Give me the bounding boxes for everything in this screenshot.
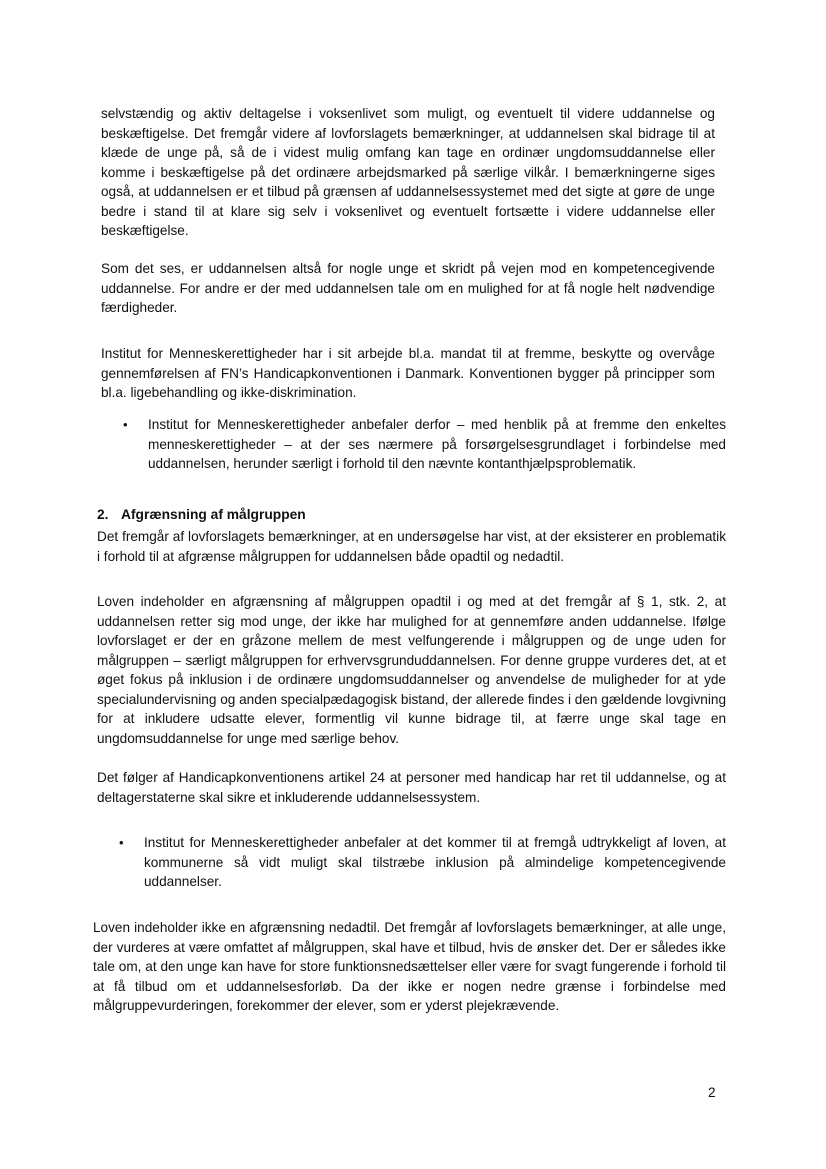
paragraph-institute-mandate: Institut for Menneskerettigheder har i sit arbejde bl.a. mandat til at fremme, beskytte og overvåge gennemførelsen af FN’s Handicapkonventionen i Danmark. Konventionen bygger på principper som bl.a. ligebehandling og ikke-diskrimination. <box>101 346 715 400</box>
section-number: 2. <box>97 507 109 522</box>
bullet-icon: • <box>123 417 128 432</box>
paragraph-article-24: Det følger af Handicapkonventionens artikel 24 at personer med handicap har ret til uddannelse, og at deltagerstaterne skal sikre et inkluderende uddannelsessystem. <box>97 770 726 805</box>
recommendation-bullet-1 <box>123 415 726 475</box>
section-title: Afgrænsning af målgruppen <box>121 507 306 522</box>
bullet-icon: • <box>119 835 124 850</box>
paragraph-lower-limit: Loven indeholder ikke en afgrænsning nedadtil. Det fremgår af lovforslagets bemærkninger, at alle unge, der vurderes at være omfattet af målgruppen, skal have et tilbud, hvis de ønsker det. Der er således ikke tale om, at den unge kan have for store funktionsnedsættelser eller være for svagt fungerende i forhold til at få tilbud om et uddannelsesforløb. Da der ikke er nogen nedre grænse i forbindelse med målgruppevurderingen, forekommer der elever, som er yderst plejekrævende. <box>93 920 726 1013</box>
paragraph-summary: Som det ses, er uddannelsen altså for nogle unge et skridt på vejen mod en kompetencegivende uddannelse. For andre er der med uddannelsen tale om en mulighed for at få nogle helt nødvendige færdigheder. <box>101 261 715 315</box>
page-number: 2 <box>708 1085 716 1100</box>
recommendation-text: Institut for Menneskerettigheder anbefaler at det kommer til at fremgå udtrykkeligt af loven, at kommunerne så vidt muligt skal tilstræbe inklusion på almindelige kompetencegivende uddannelser. <box>144 835 726 889</box>
recommendation-bullet-2 <box>119 833 726 893</box>
section-heading <box>97 505 306 524</box>
paragraph-continuation: selvstændig og aktiv deltagelse i voksenlivet som muligt, og eventuelt til videre uddannelse og beskæftigelse. Det fremgår videre af lovforslagets bemærkninger, at uddannelsen skal bidrage til at klæde de unge på, så de i videst mulig omfang kan tage en ordinær ungdomsuddannelse eller komme i beskæftigelse på det ordinære arbejdsmarked på særlige vilkår. I bemærkningerne siges også, at uddannelsen er et tilbud på grænsen af uddannelsessystemet med det sigte at gøre de unge bedre i stand til at klare sig selv i voksenlivet og eventuelt fortsætte i videre uddannelse eller beskæftigelse. <box>101 106 715 238</box>
paragraph-upper-limit: Loven indeholder en afgrænsning af målgruppen opadtil i og med at det fremgår af § 1, stk. 2, at uddannelsen retter sig mod unge, der ikke har mulighed for at gennemføre anden uddannelse. Ifølge lovforslaget er der en gråzone mellem de mest velfungerende i målgruppen og de unge uden for målgruppen – særligt målgruppen for erhvervsgrunduddannelsen. For denne gruppe vurderes det, at et øget fokus på inklusion i de ordinære ungdomsuddannelser og anvendelse de muligheder for at yde specialundervisning og anden specialpædagogisk bistand, der allerede findes i den gældende lovgivning for at inkludere udsatte elever, formentlig vil kunne bidrage til, at færre unge skal tage en ungdomsuddannelse for unge med særlige behov. <box>97 594 726 746</box>
paragraph-target-group-intro: Det fremgår af lovforslagets bemærkninger, at en undersøgelse har vist, at der eksisterer en problematik i forhold til at afgrænse målgruppen for uddannelsen både opadtil og nedadtil. <box>97 529 726 564</box>
recommendation-text: Institut for Menneskerettigheder anbefaler derfor – med henblik på at fremme den enkeltes menneskerettigheder – at der ses nærmere på forsørgelsesgrundlaget i forbindelse med uddannelsen, herunder særligt i forhold til den nævnte kontanthjælpsproblematik. <box>148 417 726 471</box>
